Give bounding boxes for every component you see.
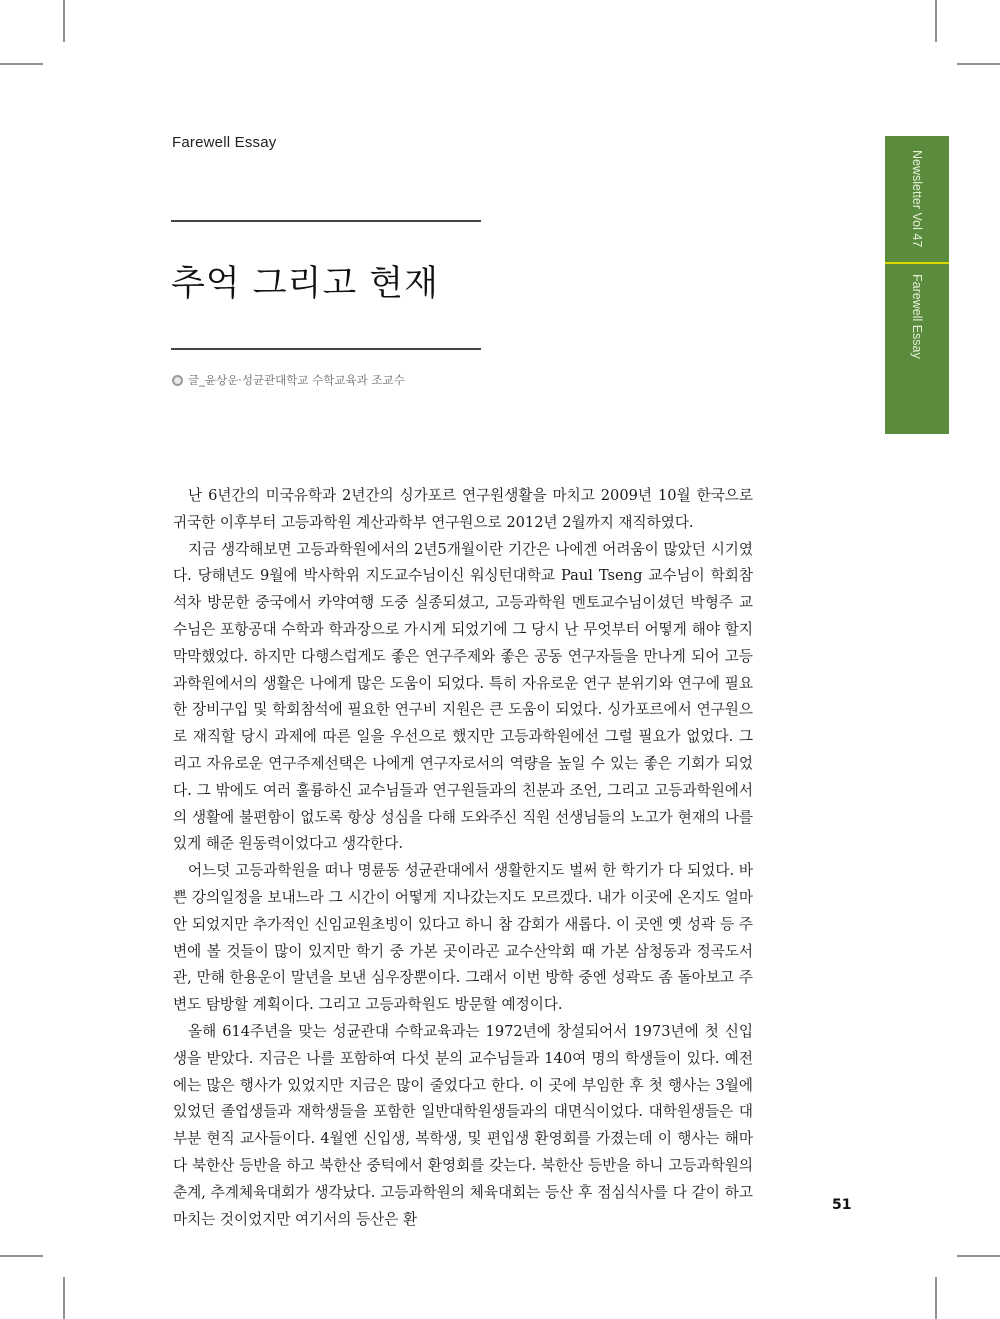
side-tab-divider bbox=[885, 262, 949, 264]
author-byline bbox=[172, 372, 405, 388]
title-rule-top bbox=[171, 220, 481, 222]
crop-mark-bottom-right-vertical bbox=[935, 1277, 937, 1319]
page-number: 51 bbox=[832, 1197, 852, 1213]
article-body bbox=[173, 483, 753, 1233]
crop-mark-top-right-horizontal bbox=[957, 63, 1000, 65]
paragraph: 올해 614주년을 맞는 성균관대 수학교육과는 1972년에 창설되어서 1973년에 첫 신입생을 받았다. 지금은 나를 포함하여 다섯 분의 교수님들과 140여 명의 학생들이 있다. 예전에는 많은 행사가 있었지만 지금은 많이 줄었다고 한다. 이 곳에 부임한 후 첫 행사는 3월에 있었던 졸업생들과 재학생들을 포함한 일반대학원생들과의 대면식이었다. 대학원생들은 대부분 현직 교사들이다. 4월엔 신입생, 복학생, 및 편입생 환영회를 가졌는데 이 행사는 해마다 북한산 등반을 하고 북한산 중턱에서 환영회를 갖는다. 북한산 등반을 하니 고등과학원의 춘계, 추계체육대회가 생각났다. 고등과학원의 체육대회는 등산 후 점심식사를 다 같이 하고 마치는 것이었지만 여기서의 등산은 환 bbox=[173, 1022, 753, 1228]
crop-mark-bottom-right-horizontal bbox=[957, 1255, 1000, 1257]
crop-mark-bottom-left-horizontal bbox=[0, 1255, 43, 1257]
crop-mark-top-right-vertical bbox=[935, 0, 937, 42]
article-title: 추억 그리고 현재 bbox=[171, 264, 439, 304]
crop-mark-top-left-horizontal bbox=[0, 63, 43, 65]
byline-text: 글_윤상운·성균관대학교 수학교육과 조교수 bbox=[188, 373, 405, 387]
section-label: Farewell Essay bbox=[172, 134, 277, 151]
paragraph: 어느덧 고등과학원을 떠나 명륜동 성균관대에서 생활한지도 벌써 한 학기가 다 되었다. 바쁜 강의일정을 보내느라 그 시간이 어떻게 지나갔는지도 모르겠다. 내가 이곳에 온지도 얼마 안 되었지만 추가적인 신임교원초빙이 있다고 하니 참 감회가 새롭다. 이 곳엔 옛 성곽 등 주변에 볼 것들이 많이 있지만 학기 중 가본 곳이라곤 교수산악회 때 가본 삼청동과 정곡도서관, 만해 한용운이 말년을 보낸 심우장뿐이다. 그래서 이번 방학 중엔 성곽도 좀 돌아보고 주변도 탐방할 계획이다. 그리고 고등과학원도 방문할 예정이다. bbox=[173, 862, 753, 1014]
crop-mark-top-left-vertical bbox=[63, 0, 65, 42]
paragraph: 지금 생각해보면 고등과학원에서의 2년5개월이란 기간은 나에겐 어려움이 많았던 시기였다. 당해년도 9월에 박사학위 지도교수님이신 워싱턴대학교 Paul Tseng 교수님이 학회참석차 방문한 중국에서 카약여행 도중 실종되셨고, 고등과학원 멘토교수님이셨던 박형주 교수님은 포항공대 수학과 학과장으로 가시게 되었기에 그 당시 난 무엇부터 어떻게 해야 할지 막막했었다. 하지만 다행스럽게도 좋은 연구주제와 좋은 공동 연구자들을 만나게 되어 고등과학원에서의 생활은 나에게 많은 도움이 되었다. 특히 자유로운 연구 분위기와 연구에 필요한 장비구입 및 학회참석에 필요한 연구비 지원은 큰 도움이 되었다. 싱가포르에서 연구원으로 재직할 당시 과제에 따른 일을 우선으로 했지만 고등과학원에선 그럴 필요가 없었다. 그리고 자유로운 연구주제선택은 나에게 연구자로서의 역량을 높일 수 있는 좋은 기회가 되었다. 그 밖에도 여러 훌륭하신 교수님들과 연구원들과의 친분과 조언, 그리고 고등과학원에서의 생활에 불편함이 없도록 항상 성심을 다해 도와주신 직원 선생님들의 노고가 현재의 나를 있게 해준 원동력이었다고 생각한다. bbox=[173, 540, 753, 853]
ring-bullet-icon bbox=[172, 375, 183, 386]
side-tab-section-label: Farewell Essay bbox=[910, 274, 924, 359]
side-tab bbox=[885, 136, 949, 434]
newsletter-volume-label: Newsletter Vol 47 bbox=[910, 150, 924, 248]
paragraph: 난 6년간의 미국유학과 2년간의 싱가포르 연구원생활을 마치고 2009년 10월 한국으로 귀국한 이후부터 고등과학원 계산과학부 연구원으로 2012년 2월까지 재직하였다. bbox=[173, 487, 753, 531]
crop-mark-bottom-left-vertical bbox=[63, 1277, 65, 1319]
title-rule-bottom bbox=[171, 348, 481, 350]
